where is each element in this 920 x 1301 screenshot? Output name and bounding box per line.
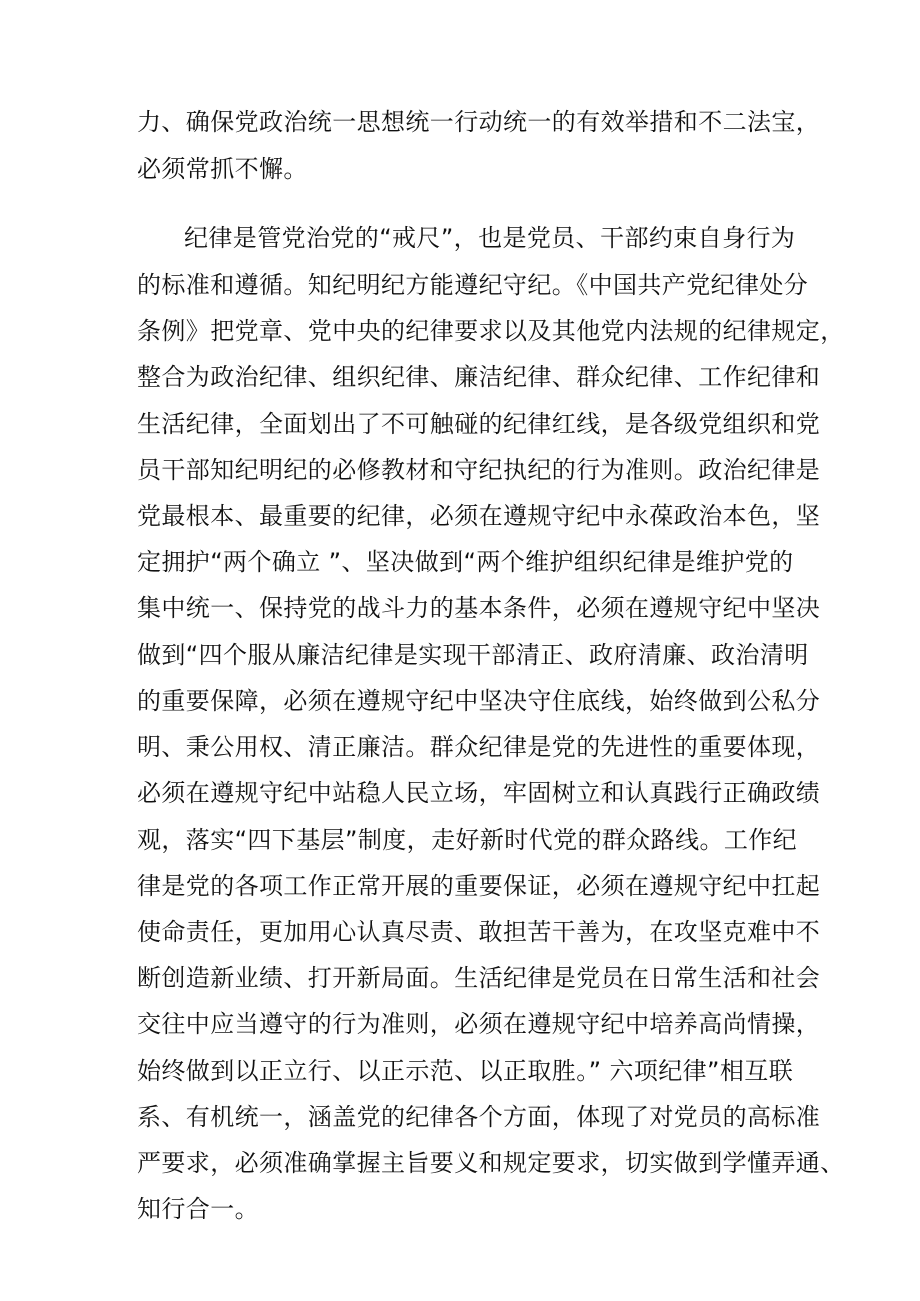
paragraph-line: 知行合一。 <box>137 1195 259 1223</box>
paragraph-line: 严要求，必须准确掌握主旨要义和规定要求，切实做到学懂弄通、 <box>137 1149 845 1177</box>
paragraph-line: 交往中应当遵守的行为准则，必须在遵规守纪中培养高尚情操， <box>137 1010 821 1038</box>
paragraph-line: 必须在遵规守纪中站稳人民立场，牢固树立和认真践行正确政绩 <box>137 779 821 807</box>
paragraph-line: 员干部知纪明纪的必修教材和守纪执纪的行为准则。政治纪律是 <box>137 456 821 484</box>
paragraph-line: 的重要保障，必须在遵规守纪中坚决守住底线，始终做到公私分 <box>137 687 821 715</box>
paragraph-line: 明、秉公用权、清正廉洁。群众纪律是党的先进性的重要体现， <box>137 733 821 761</box>
paragraph-line: 的标准和遵循。知纪明纪方能遵纪守纪。《中国共产党纪律处分 <box>137 271 809 299</box>
paragraph-line: 力、确保党政治统一思想统一行动统一的有效举措和不二法宝， <box>137 108 821 136</box>
paragraph-line: 集中统一、保持党的战斗力的基本条件，必须在遵规守纪中坚决 <box>137 594 821 622</box>
paragraph-line: 做到“四个服从廉洁纪律是实现干部清正、政府清廉、政治清明 <box>137 641 809 669</box>
paragraph-line: 律是党的各项工作正常开展的重要保证，必须在遵规守纪中扛起 <box>137 872 821 900</box>
paragraph-line: 必须常抓不懈。 <box>137 155 308 183</box>
paragraph-line: 生活纪律，全面划出了不可触碰的纪律红线，是各级党组织和党 <box>137 410 821 438</box>
paragraph-line: 纪律是管党治党的“戒尺”，也是党员、干部约束自身行为 <box>184 224 796 252</box>
paragraph-line: 始终做到以正立行、以正示范、以正取胜。” 六项纪律”相互联 <box>137 1057 794 1085</box>
paragraph-line: 整合为政治纪律、组织纪律、廉洁纪律、群众纪律、工作纪律和 <box>137 363 821 391</box>
paragraph-line: 党最根本、最重要的纪律，必须在遵规守纪中永葆政治本色，坚 <box>137 502 821 530</box>
paragraph-line: 使命责任，更加用心认真尽责、敢担苦干善为，在攻坚克难中不 <box>137 918 821 946</box>
paragraph-line: 观，落实“四下基层”制度，走好新时代党的群众路线。工作纪 <box>137 826 798 854</box>
paragraph-line: 断创造新业绩、打开新局面。生活纪律是党员在日常生活和社会 <box>137 964 821 992</box>
paragraph-line: 系、有机统一，涵盖党的纪律各个方面，体现了对党员的高标准 <box>137 1103 821 1131</box>
paragraph-line: 条例》把党章、党中央的纪律要求以及其他党内法规的纪律规定， <box>137 317 845 345</box>
paragraph-line: 定拥护“两个确立 ”、坚决做到“两个维护组织纪律是维护党的 <box>137 548 794 576</box>
